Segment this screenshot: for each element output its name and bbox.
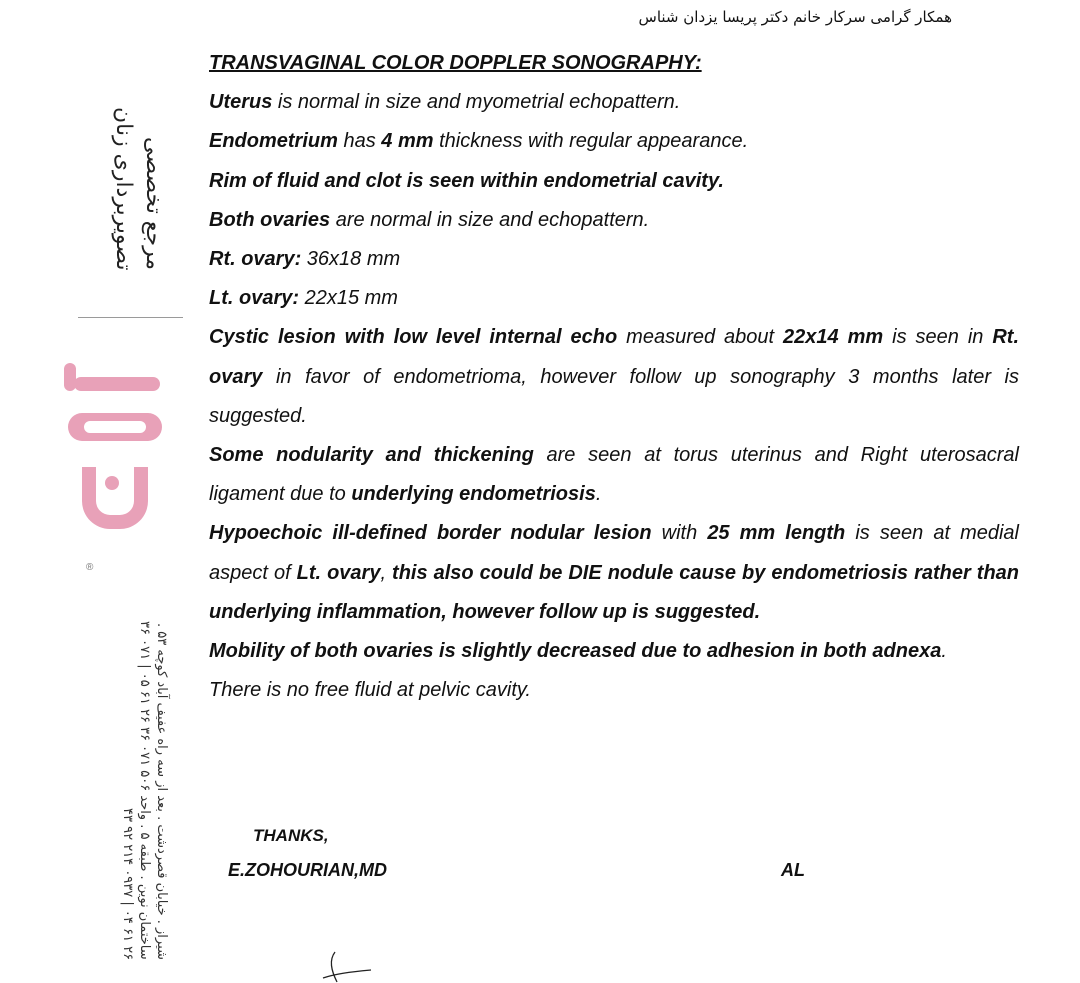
finding-nodularity: Some nodularity and thickening are seen at torus uterinus and Right uterosacral ligament due to underlying endometriosis. [209, 444, 1019, 506]
recipient-line: همکار گرامی سرکار خانم دکتر پریسا یزدان شناس [638, 8, 952, 26]
clinic-tagline: مرجع تخصصی تصویربرداری زنان [111, 106, 166, 270]
report-title: TRANSVAGINAL COLOR DOPPLER SONOGRAPHY: [209, 52, 702, 74]
finding-lt-ovary-size: Lt. ovary: 22x15 mm [209, 287, 398, 310]
finding-endometrium: Endometrium has 4 mm thickness with regular appearance. [209, 130, 749, 153]
registered-mark: ® [86, 562, 94, 573]
clinic-sidebar [0, 0, 195, 983]
finding-cystic-lesion: Cystic lesion with low level internal echo measured about 22x14 mm is seen in Rt. ovary in favor of endometrioma, however follow up sonography 3 months later is suggested. [209, 326, 1020, 427]
typist-initials: AL [781, 860, 805, 880]
clinic-address: شیراز . خیابان قصردشت . بعد از سه راه عفیف آباد کوچه ۵۳ . ساختمان نوین . طبقه ۵ . واحد ۵۰۶ ۰۷۱ ۳۶ ۲۶ ۶۱ ۰۵ | ۰۷۱ ۳۶ ۲۶ ۶۱ ۰۴ | ۰۹۳۷ ۲۱۴ ۹۲ ۴۳ [120, 621, 169, 960]
thanks-line: THANKS, [253, 826, 329, 845]
signature-mark [315, 948, 385, 983]
finding-uterus: Uterus is normal in size and myometrial echopattern. [209, 91, 681, 114]
finding-rt-ovary-size: Rt. ovary: 36x18 mm [209, 248, 401, 271]
finding-nodular-lesion: Hypoechoic ill-defined border nodular lesion with 25 mm length is seen at medial aspect of Lt. ovary, this also could be DIE nodule cause by endometriosis rather than underlying inflammation, however follow up is suggested. [209, 522, 1019, 623]
sidebar-divider [78, 317, 183, 318]
finding-fluid-clot: Rim of fluid and clot is seen within endometrial cavity. [209, 169, 724, 192]
finding-mobility: Mobility of both ovaries is slightly decreased due to adhesion in both adnexa. [209, 640, 947, 663]
finding-free-fluid: There is no free fluid at pelvic cavity. [209, 679, 531, 702]
finding-ovaries: Both ovaries are normal in size and echopattern. [209, 208, 650, 231]
report-body [209, 44, 1019, 710]
doctor-name: E.ZOHOURIAN,MD [228, 860, 387, 880]
clinic-logo [60, 355, 170, 555]
